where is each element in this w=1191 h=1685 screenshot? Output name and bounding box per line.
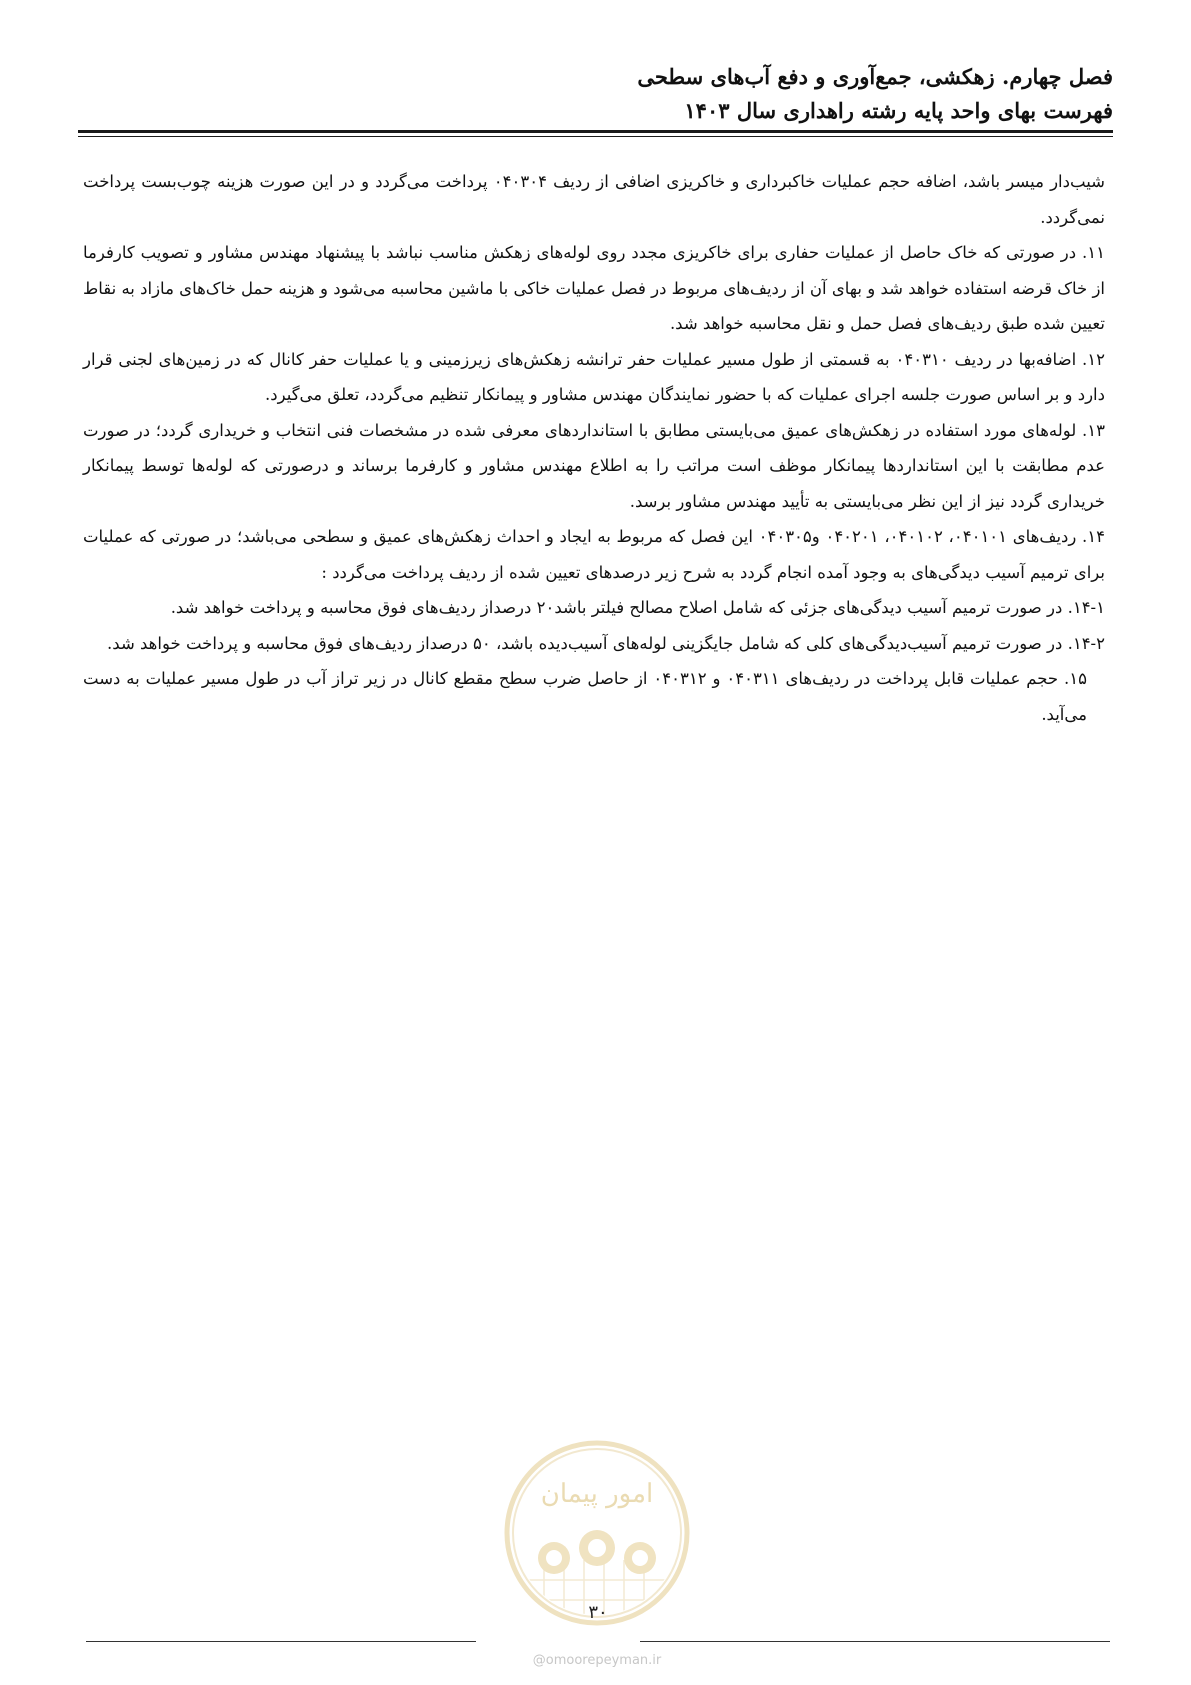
paragraph-item-15: ۱۵. حجم عملیات قابل پرداخت در ردیف‌های ۰۴۰۳۱۱ و ۰۴۰۳۱۲ از حاصل ضرب سطح مقطع کانال در زیر تراز آب در طول مسیر عملیات به دست می‌آید.	[83, 669, 1087, 724]
paragraph-item-14-2: ۱۴-۲. در صورت ترمیم آسیب‌دیدگی‌های کلی که شامل جایگزینی لوله‌های آسیب‌دیده باشد، ۵۰ درصداز ردیف‌های فوق محاسبه و پرداخت خواهد شد.	[107, 633, 1105, 653]
paragraph-continuation: شیب‌دار میسر باشد، اضافه حجم عملیات خاکبرداری و خاکریزی اضافی از ردیف ۰۴۰۳۰۴ پرداخت می‌گردد و در این صورت هزینه چوب‌بست پرداخت نمی‌گردد.	[83, 172, 1105, 227]
price-list-title: فهرست بهای واحد پایه رشته راهداری سال ۱۴۰۳	[684, 98, 1113, 123]
paragraph-item-13: ۱۳. لوله‌های مورد استفاده در زهکش‌های عمیق می‌بایستی مطابق با استانداردهای معرفی شده در مشخصات فنی انتخاب و خریداری گردد؛ در صورت عدم مطابقت با این استانداردها پیمانکار موظف است مراتب را به اطلاع مهندس مشاور و کارفرما برساند و درصورتی که لوله‌ها توسط پیمانکار خریداری گردد نیز از این نظر می‌بایستی به تأیید مهندس مشاور برسد.	[83, 420, 1105, 511]
paragraph-item-12: ۱۲. اضافه‌بها در ردیف ۰۴۰۳۱۰ به قسمتی از طول مسیر عملیات حفر ترانشه زهکش‌های زیرزمینی و یا عملیات حفر کانال که در زمین‌های لجنی قرار دارد و بر اساس صورت جلسه اجرای عملیات که با حضور نمایندگان مهندس مشاور و پیمانکار تنظیم می‌گردد، تعلق می‌گیرد.	[83, 349, 1105, 404]
svg-text:امور پیمان: امور پیمان	[540, 1479, 654, 1509]
paragraph-item-11: ۱۱. در صورتی که خاک حاصل از عملیات حفاری برای خاکریزی مجدد روی لوله‌های زهکش مناسب نباشد با پیشنهاد مهندس مشاور و تصویب کارفرما از خاک قرضه استفاده خواهد شد و بهای آن از ردیف‌های مربوط در فصل عملیات خاکی با ماشین محاسبه می‌شود و هزینه حمل خاک‌های مازاد به نقاط تعیین شده طبق ردیف‌های فصل حمل و نقل محاسبه خواهد شد.	[82, 243, 1105, 333]
page-number: ۳۰	[588, 1602, 608, 1623]
header-rule-thick	[78, 130, 1113, 133]
header-rule-thin	[78, 136, 1113, 137]
chapter-title: فصل چهارم. زهکشی، جمع‌آوری و دفع آب‌های سطحی	[637, 64, 1113, 89]
paragraph-item-14-1: ۱۴-۱. در صورت ترمیم آسیب دیدگی‌های جزئی که شامل اصلاح مصالح فیلتر باشد۲۰ درصداز ردیف‌های فوق محاسبه و پرداخت خواهد شد.	[170, 598, 1105, 617]
footer-rule-left	[86, 1641, 476, 1642]
watermark-url: @omoorepeyman.ir	[532, 1653, 662, 1668]
document-body	[83, 164, 1105, 732]
footer-rule-right	[640, 1641, 1110, 1642]
omoor-peyman-seal-logo	[504, 1440, 690, 1626]
page-header	[78, 60, 1113, 128]
paragraph-item-14: ۱۴. ردیف‌های ۰۴۰۱۰۱، ۰۴۰۱۰۲، ۰۴۰۲۰۱ و۰۴۰۳۰۵ این فصل که مربوط به ایجاد و احداث زهکش‌های عمیق و سطحی می‌باشد؛ در صورتی که عملیات برای ترمیم آسیب دیدگی‌های به وجود آمده انجام گردد به شرح زیر درصدهای تعیین شده از ردیف پرداخت می‌گردد :	[83, 527, 1106, 582]
